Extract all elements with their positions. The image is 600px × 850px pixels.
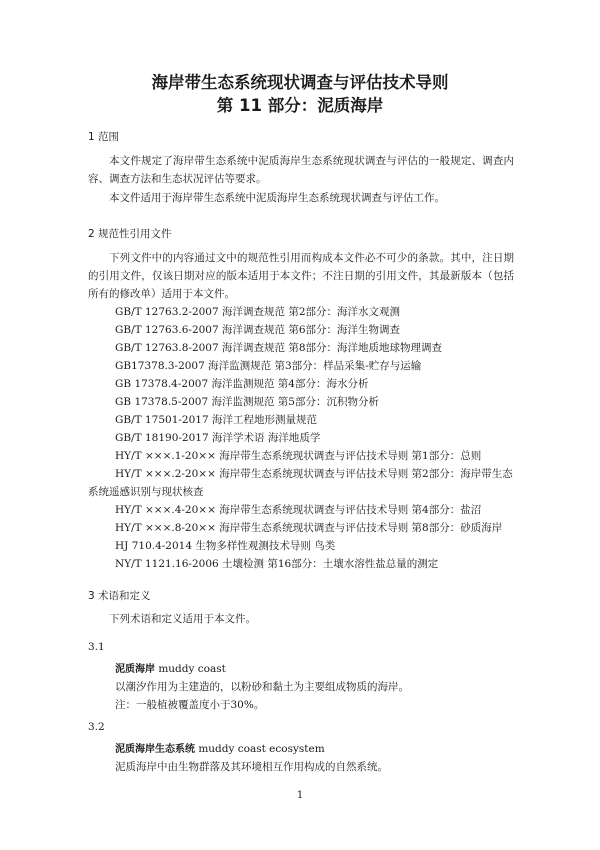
term-note: 注：一般植被覆盖度小于30%。 [115,699,265,711]
section-2-intro: 下列文件中的内容通过文中的规范性引用而构成本文件必不可少的条款。其中，注日期的引用文件，仅该日期对应的版本适用于本文件；不注日期的引用文件，其最新版本（包括所有的修改单）适用于本文件。 [88,252,514,300]
term-number: 3.2 [88,721,105,733]
reference-item: GB/T 12763.2-2007 海洋调查规范 第2部分：海洋水文观测 [115,306,401,318]
reference-item: GB17378.3-2007 海洋监测规范 第3部分：样品采集-贮存与运输 [115,360,422,372]
reference-item: HJ 710.4-2014 生物多样性观测技术导则 鸟类 [115,540,336,552]
section-1-paragraph-2: 本文件适用于海岸带生态系统中泥质海岸生态系统现状调查与评估工作。 [109,192,445,204]
document-subtitle: 第 11 部分：泥质海岸 [216,96,384,115]
reference-item: GB 17378.5-2007 海洋监测规范 第5部分：沉积物分析 [115,396,379,408]
term-name-en: muddy coast [155,663,226,675]
reference-item: GB/T 18190-2017 海洋学术语 海洋地质学 [115,432,321,444]
section-2-heading: 2 规范性引用文件 [88,228,172,240]
term-definition: 以潮汐作用为主建造的，以粉砂和黏土为主要组成物质的海岸。 [115,681,409,693]
document-title: 海岸带生态系统现状调查与评估技术导则 [151,73,449,92]
reference-item: HY/T ×××.4-20×× 海岸带生态系统现状调查与评估技术导则 第4部分：盐沼 [115,504,482,516]
reference-item: HY/T ×××.1-20×× 海岸带生态系统现状调查与评估技术导则 第1部分：总则 [115,450,482,462]
reference-item: HY/T ×××.8-20×× 海岸带生态系统现状调查与评估技术导则 第8部分：砂质海岸 [115,522,503,534]
section-1-paragraph-1: 本文件规定了海岸带生态系统中泥质海岸生态系统现状调查与评估的一般规定、调查内容、调查方法和生态状况评估等要求。 [88,155,514,185]
term-number: 3.1 [88,641,105,653]
section-1-heading: 1 范围 [88,131,120,143]
section-3-intro: 下列术语和定义适用于本文件。 [109,613,256,625]
reference-item: NY/T 1121.16-2006 土壤检测 第16部分：土壤水溶性盐总量的测定 [115,558,439,570]
term-name-zh: 泥质海岸生态系统 [115,744,195,755]
term-name-en: muddy coast ecosystem [195,743,325,755]
section-3-heading: 3 术语和定义 [88,590,151,602]
reference-item: GB/T 17501-2017 海洋工程地形测量规范 [115,414,317,426]
reference-item: GB/T 12763.8-2007 海洋调查规范 第8部分：海洋地质地球物理调查 [115,342,443,354]
term-name-zh: 泥质海岸 [115,664,155,675]
page-number: 1 [296,790,304,801]
term-heading [115,661,226,678]
reference-item: GB/T 12763.6-2007 海洋调查规范 第6部分：海洋生物调查 [115,324,401,336]
reference-item: GB 17378.4-2007 海洋监测规范 第4部分：海水分析 [115,378,369,390]
term-heading [115,741,325,758]
reference-item-wrapped: HY/T ×××.2-20×× 海岸带生态系统现状调查与评估技术导则 第2部分：海岸带生态系统遥感识别与现状核查 [88,468,513,498]
term-definition: 泥质海岸中由生物群落及其环境相互作用构成的自然系统。 [115,761,388,773]
